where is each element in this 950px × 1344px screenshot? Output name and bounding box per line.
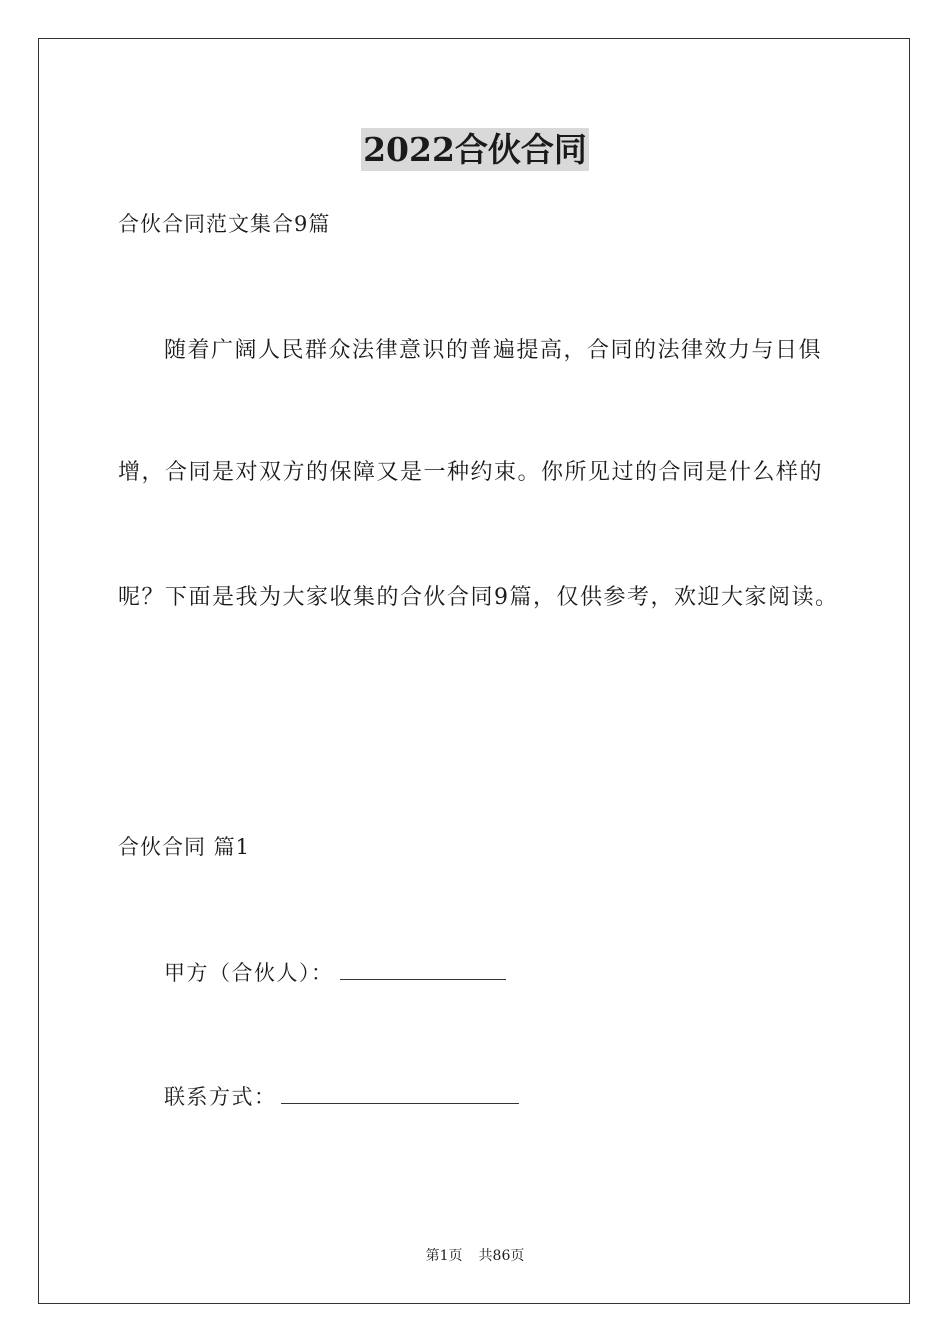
page-total: 共86页 (478, 1248, 525, 1264)
party-a-field (164, 957, 506, 988)
contact-blank-line[interactable] (281, 1081, 519, 1104)
intro-paragraph-line-3: 呢？下面是我为大家收集的合伙合同9篇，仅供参考，欢迎大家阅读。 (118, 585, 839, 610)
section-heading: 合伙合同 篇1 (118, 835, 251, 859)
intro-paragraph-line-2: 增，合同是对双方的保障又是一种约束。你所见过的合同是什么样的 (118, 460, 824, 485)
page-footer (0, 1246, 950, 1266)
contact-field (164, 1081, 519, 1112)
party-a-label: 甲方（合伙人）： (164, 961, 334, 985)
party-a-blank-line[interactable] (340, 957, 506, 980)
title-text: 2022合伙合同 (363, 130, 587, 169)
intro-paragraph-line-1: 随着广阔人民群众法律意识的普遍提高，合同的法律效力与日俱 (164, 338, 823, 363)
document-subtitle: 合伙合同范文集合9篇 (118, 212, 331, 236)
page-current: 第1页 (425, 1248, 463, 1264)
contact-label: 联系方式： (164, 1085, 277, 1109)
document-title (0, 124, 950, 176)
